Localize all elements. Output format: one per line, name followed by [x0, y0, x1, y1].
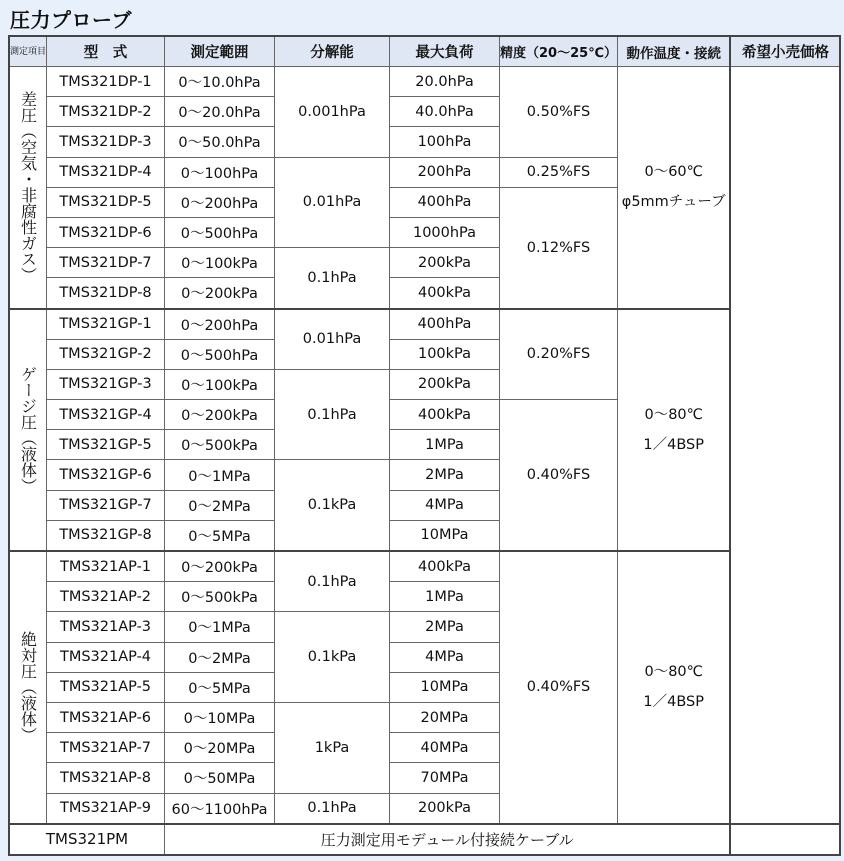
range-cell: 0〜200kPa [165, 400, 275, 430]
resolution-cell: 0.01hPa [275, 309, 390, 370]
model-cell: TMS321GP-1 [47, 309, 165, 340]
header-model: 型 式 [47, 36, 165, 67]
category-abs: 絶対圧（液体） [9, 551, 47, 824]
max-load-cell: 400kPa [390, 278, 500, 309]
max-load-cell: 400kPa [390, 551, 500, 582]
max-load-cell: 70MPa [390, 763, 500, 793]
max-load-cell: 20.0hPa [390, 67, 500, 97]
range-cell: 0〜10.0hPa [165, 67, 275, 97]
model-cell: TMS321AP-9 [47, 793, 165, 824]
header-price: 希望小売価格 [730, 36, 840, 67]
max-load-cell: 1MPa [390, 582, 500, 612]
accuracy-cell: 0.12%FS [500, 187, 618, 308]
connection-text: φ5mmチューブ [621, 194, 726, 211]
temp-text: 0〜80℃ [644, 406, 703, 423]
range-cell: 0〜100kPa [165, 369, 275, 399]
model-cell: TMS321DP-6 [47, 217, 165, 247]
range-cell: 0〜5MPa [165, 672, 275, 702]
accuracy-cell: 0.25%FS [500, 157, 618, 187]
table-row [9, 309, 840, 340]
max-load-cell: 4MPa [390, 490, 500, 520]
max-load-cell: 2MPa [390, 612, 500, 642]
model-cell: TMS321AP-3 [47, 612, 165, 642]
model-cell: TMS321GP-3 [47, 369, 165, 399]
max-load-cell: 10MPa [390, 520, 500, 551]
max-load-cell: 20MPa [390, 702, 500, 732]
range-cell: 0〜500hPa [165, 339, 275, 369]
temp-conn-cell [617, 309, 730, 552]
max-load-cell: 200kPa [390, 793, 500, 824]
range-cell: 0〜500hPa [165, 217, 275, 247]
model-cell: TMS321GP-6 [47, 460, 165, 490]
header-accuracy: 精度（20〜25℃） [500, 36, 618, 67]
model-cell: TMS321DP-3 [47, 127, 165, 157]
connection-text: 1／4BSP [643, 694, 704, 711]
resolution-cell: 1kPa [275, 702, 390, 793]
category-diff: 差圧（空気・非腐性ガス） [9, 67, 47, 309]
range-cell: 0〜5MPa [165, 520, 275, 551]
max-load-cell: 2MPa [390, 460, 500, 490]
range-cell: 0〜2MPa [165, 642, 275, 672]
max-load-cell: 40MPa [390, 733, 500, 763]
range-cell: 0〜2MPa [165, 490, 275, 520]
temp-conn-cell [617, 551, 730, 824]
model-cell: TMS321AP-1 [47, 551, 165, 582]
header-temp-conn: 動作温度・接続 [617, 36, 730, 67]
max-load-cell: 10MPa [390, 672, 500, 702]
resolution-cell: 0.1kPa [275, 612, 390, 703]
range-cell: 0〜200kPa [165, 278, 275, 309]
range-cell: 0〜20.0hPa [165, 97, 275, 127]
pressure-probe-table [8, 35, 841, 856]
range-cell: 0〜200kPa [165, 551, 275, 582]
resolution-cell: 0.001hPa [275, 67, 390, 158]
model-cell: TMS321DP-4 [47, 157, 165, 187]
table-row [9, 551, 840, 582]
max-load-cell: 100hPa [390, 127, 500, 157]
range-cell: 60〜1100hPa [165, 793, 275, 824]
resolution-cell: 0.1kPa [275, 460, 390, 551]
accuracy-cell: 0.40%FS [500, 400, 618, 551]
footer-model: TMS321PM [9, 824, 165, 855]
max-load-cell: 4MPa [390, 642, 500, 672]
max-load-cell: 100kPa [390, 339, 500, 369]
model-cell: TMS321AP-8 [47, 763, 165, 793]
header-range: 測定範囲 [165, 36, 275, 67]
header-max-load: 最大負荷 [390, 36, 500, 67]
footer-price-cell [730, 824, 840, 855]
header-category: 測定項目 [9, 36, 47, 67]
max-load-cell: 1MPa [390, 430, 500, 460]
max-load-cell: 200kPa [390, 369, 500, 399]
range-cell: 0〜200hPa [165, 187, 275, 217]
model-cell: TMS321AP-7 [47, 733, 165, 763]
category-gauge: ゲージ圧（液体） [9, 309, 47, 552]
resolution-cell: 0.1hPa [275, 793, 390, 824]
temp-text: 0〜60℃ [644, 164, 703, 181]
range-cell: 0〜10MPa [165, 702, 275, 732]
range-cell: 0〜1MPa [165, 612, 275, 642]
model-cell: TMS321DP-8 [47, 278, 165, 309]
header-resolution: 分解能 [275, 36, 390, 67]
resolution-cell: 0.1hPa [275, 248, 390, 309]
header-row [9, 36, 840, 67]
max-load-cell: 400kPa [390, 400, 500, 430]
range-cell: 0〜50.0hPa [165, 127, 275, 157]
range-cell: 0〜100kPa [165, 248, 275, 278]
model-cell: TMS321GP-2 [47, 339, 165, 369]
model-cell: TMS321AP-5 [47, 672, 165, 702]
range-cell: 0〜500kPa [165, 430, 275, 460]
model-cell: TMS321GP-4 [47, 400, 165, 430]
max-load-cell: 40.0hPa [390, 97, 500, 127]
max-load-cell: 1000hPa [390, 217, 500, 247]
model-cell: TMS321AP-2 [47, 582, 165, 612]
range-cell: 0〜1MPa [165, 460, 275, 490]
model-cell: TMS321GP-5 [47, 430, 165, 460]
model-cell: TMS321AP-6 [47, 702, 165, 732]
accuracy-cell: 0.50%FS [500, 67, 618, 158]
resolution-cell: 0.1hPa [275, 369, 390, 460]
range-cell: 0〜20MPa [165, 733, 275, 763]
connection-text: 1／4BSP [643, 436, 704, 453]
model-cell: TMS321DP-7 [47, 248, 165, 278]
max-load-cell: 400hPa [390, 309, 500, 340]
footer-row [9, 824, 840, 855]
model-cell: TMS321GP-8 [47, 520, 165, 551]
model-cell: TMS321DP-5 [47, 187, 165, 217]
accuracy-cell: 0.40%FS [500, 551, 618, 824]
range-cell: 0〜50MPa [165, 763, 275, 793]
model-cell: TMS321AP-4 [47, 642, 165, 672]
range-cell: 0〜100hPa [165, 157, 275, 187]
model-cell: TMS321DP-1 [47, 67, 165, 97]
model-cell: TMS321DP-2 [47, 97, 165, 127]
price-cell [730, 67, 840, 824]
range-cell: 0〜500kPa [165, 582, 275, 612]
model-cell: TMS321GP-7 [47, 490, 165, 520]
resolution-cell: 0.01hPa [275, 157, 390, 248]
max-load-cell: 400hPa [390, 187, 500, 217]
resolution-cell: 0.1hPa [275, 551, 390, 612]
max-load-cell: 200kPa [390, 248, 500, 278]
max-load-cell: 200hPa [390, 157, 500, 187]
footer-description: 圧力測定用モデュール付接続ケーブル [165, 824, 731, 855]
page-title: 圧力プローブ [10, 8, 132, 32]
temp-conn-cell [617, 67, 730, 309]
table-row [9, 67, 840, 97]
range-cell: 0〜200hPa [165, 309, 275, 340]
accuracy-cell: 0.20%FS [500, 309, 618, 400]
pressure-probe-table-wrapper [8, 35, 841, 856]
temp-text: 0〜80℃ [644, 664, 703, 681]
